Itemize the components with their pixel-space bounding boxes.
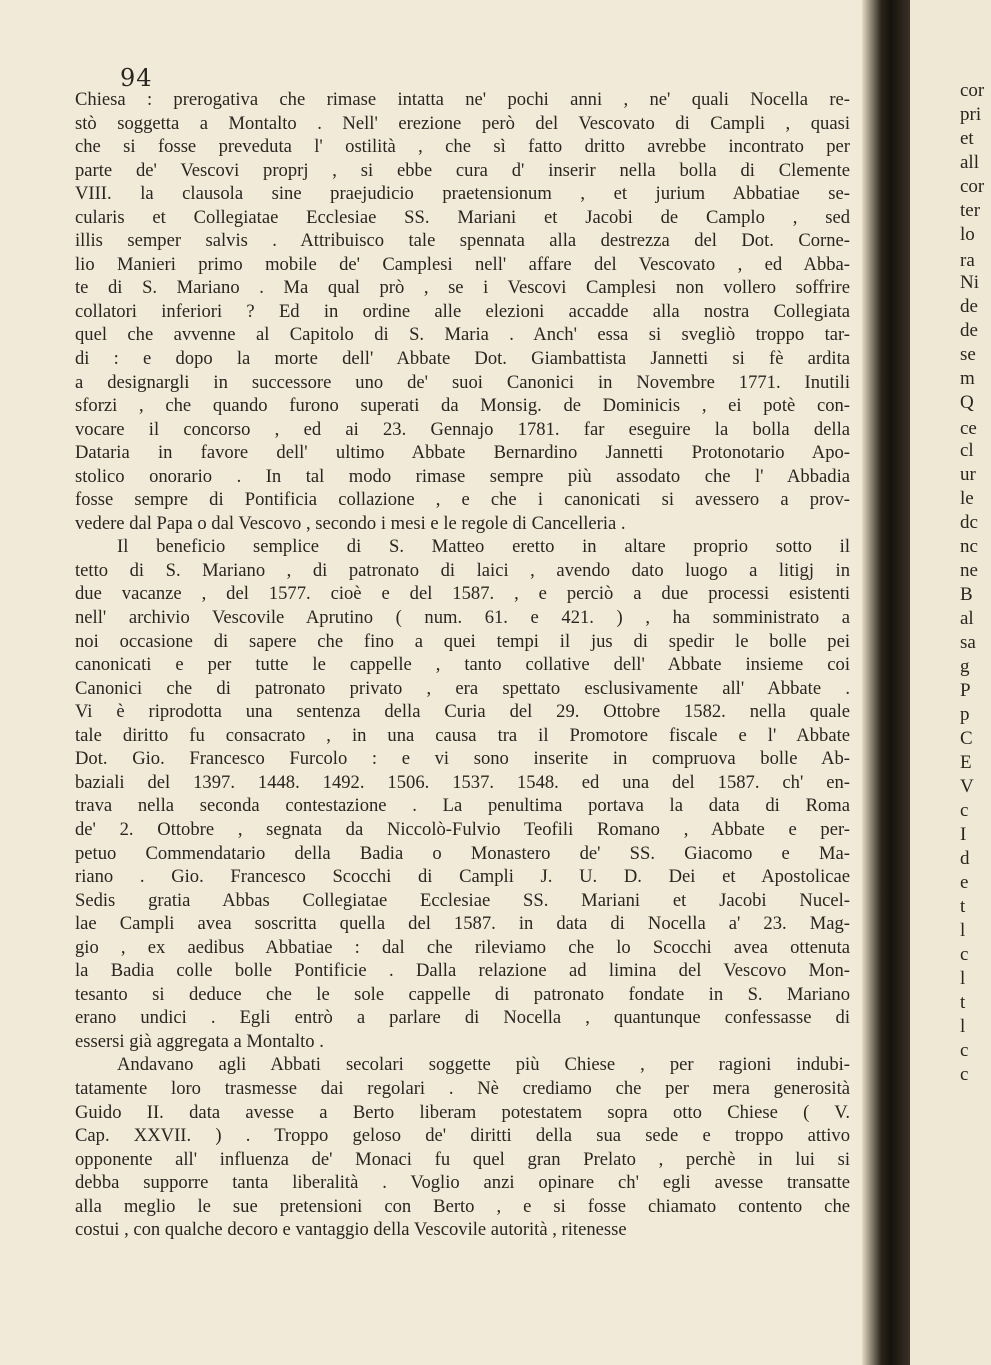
text-line: a designargli in successore uno de' suoi Canonici in Novembre 1771. Inutili — [75, 371, 850, 393]
book-gutter — [862, 0, 910, 1365]
text-line: parte de' Vescovi proprj , si ebbe cura d' inserir nella bolla di Clemente — [75, 159, 850, 181]
text-line: vedere dal Papa o dal Vescovo , secondo i mesi e le regole di Cancelleria . — [75, 512, 626, 534]
next-page-fragment: g — [960, 656, 970, 677]
text-line: vocare il concorso , ed ai 23. Gennajo 1781. far eseguire la bolla della — [75, 418, 850, 440]
next-page-fragment: ter — [960, 200, 981, 221]
next-page-fragment: sa — [960, 632, 976, 653]
text-line: due vacanze , del 1577. cioè e del 1587. , e perciò a due processi esistenti — [75, 583, 850, 605]
next-page-fragment: cor — [960, 80, 985, 101]
text-line: stò soggetta a Montalto . Nell' erezione però del Vescovato di Campli , quasi — [75, 112, 850, 134]
text-line: essersi già aggregata a Montalto . — [75, 1030, 324, 1052]
next-page-fragment: C — [960, 728, 973, 749]
text-line: noi occasione di sapere che fino a quei tempi il jus di spedir le bolle pei — [75, 630, 850, 652]
text-line: sforzi , che quando furono superati da Monsig. de Dominicis , ei potè con- — [75, 395, 850, 417]
text-line: canonicati e per tutte le cappelle , tanto collative dell' Abbate insieme coi — [75, 654, 850, 676]
text-line: illis semper salvis . Attribuisco tale spennata alla destrezza del Dot. Corne- — [75, 230, 850, 252]
text-line: tesanto si deduce che le sole cappelle di patronato fondate in S. Mariano — [75, 983, 850, 1005]
text-line: te di S. Mariano . Ma qual prò , se i Vescovi Camplesi non vollero soffrire — [75, 277, 850, 299]
next-page-fragment: c — [960, 944, 969, 965]
next-page-fragment: ur — [960, 464, 976, 485]
next-page-fragment: de — [960, 320, 978, 341]
text-line: Sedis gratia Abbas Collegiatae Ecclesiae SS. Mariani et Jacobi Nucel- — [75, 889, 850, 911]
next-page-fragment: ce — [960, 418, 977, 439]
next-page-fragment: m — [960, 368, 975, 389]
next-page-fragment: nc — [960, 536, 978, 557]
next-page-fragment: t — [960, 992, 966, 1013]
text-line: trava nella seconda contestazione . La penultima portava la data di Roma — [75, 795, 850, 817]
text-line: Andavano agli Abbati secolari soggette più Chiese , per ragioni indubi- — [117, 1054, 850, 1076]
text-line: la Badia colle bolle Pontificie . Dalla relazione ad limina del Vescovo Mon- — [75, 960, 850, 982]
next-page-fragment: I — [960, 824, 967, 845]
next-page-fragment: al — [960, 608, 974, 629]
text-line: baziali del 1397. 1448. 1492. 1506. 1537. 1548. ed una del 1587. ch' en- — [75, 771, 850, 793]
next-page-fragment: ne — [960, 560, 978, 581]
next-page-fragment: all — [960, 152, 979, 173]
text-line: Canonici che di patronato privato , era spettato esclusivamente all' Abbate . — [75, 677, 850, 699]
next-page-fragment: d — [960, 848, 970, 869]
next-page-fragment: pri — [960, 104, 982, 125]
text-line: Vi è riprodotta una sentenza della Curia del 29. Ottobre 1582. nella quale — [75, 701, 850, 723]
body-text — [75, 88, 850, 1242]
next-page-fragment: Q — [960, 392, 974, 413]
next-page-fragment: l — [960, 1016, 966, 1037]
next-page-fragment: l — [960, 920, 966, 941]
text-line: quel che avvenne al Capitolo di S. Maria . Anch' essa si svegliò troppo tar- — [75, 324, 850, 346]
text-line: collatori inferiori ? Ed in ordine alle elezioni accadde alla nostra Collegiata — [75, 300, 850, 322]
next-page-fragment: c — [960, 1040, 969, 1061]
text-line: stolico onorario . In tal modo rimase sempre più assodato che l' Abbadia — [75, 465, 850, 487]
text-line: Chiesa : prerogativa che rimase intatta ne' pochi anni , ne' quali Nocella re- — [75, 89, 850, 110]
next-page-fragment: t — [960, 896, 966, 917]
next-page-fragment: le — [960, 488, 974, 509]
next-page-fragment: V — [960, 776, 974, 797]
next-page-fragment: c — [960, 800, 969, 821]
text-line: tetto di S. Mariano , di patronato di laici , avendo dato luogo a litigj in — [75, 559, 850, 581]
next-page-fragment: et — [960, 128, 974, 149]
next-page-fragment: Ni — [960, 272, 979, 293]
text-line: alla meglio le sue pretensioni con Berto , e si fosse chiamato contento che — [75, 1195, 850, 1217]
text-line: tale diritto fu consacrato , in una causa tra il Promotore fiscale e l' Abbate — [75, 724, 850, 746]
text-line: erano undici . Egli entrò a parlare di Nocella , quantunque confessasse di — [75, 1007, 850, 1029]
page-number: 94 — [120, 64, 153, 92]
text-line: riano . Gio. Francesco Scocchi di Campli J. U. D. Dei et Apostolicae — [75, 866, 850, 888]
text-line: Il beneficio semplice di S. Matteo eretto in altare proprio sotto il — [117, 536, 850, 558]
text-line: cularis et Collegiatae Ecclesiae SS. Mariani et Jacobi de Camplo , sed — [75, 206, 850, 228]
next-page-fragment: cl — [960, 440, 974, 461]
next-page-fragment: ra — [960, 250, 975, 271]
text-line: opponente all' influenza de' Monaci fu quel gran Prelato , perchè in lui si — [75, 1148, 850, 1170]
next-page-fragment: E — [960, 752, 972, 773]
text-line: petuo Commendatario della Badia o Monastero de' SS. Giacomo e Ma- — [75, 842, 850, 864]
next-page-fragment: lo — [960, 224, 975, 245]
next-page-fragment: dc — [960, 512, 978, 533]
next-page-fragment: e — [960, 872, 969, 893]
next-page-fragment: de — [960, 296, 978, 317]
text-line: fosse sempre di Pontificia collazione , e che i canonicati si avessero a prov- — [75, 489, 850, 511]
text-line: di : e dopo la morte dell' Abbate Dot. Giambattista Jannetti si fè ardita — [75, 348, 850, 370]
text-line: lio Manieri primo mobile de' Camplesi nell' affare del Vescovato , ed Abba- — [75, 253, 850, 275]
text-line: Guido II. data avesse a Berto liberam potestatem sopra otto Chiese ( V. — [75, 1101, 850, 1123]
text-line: lae Campli avea soscritta quella del 1587. in data di Nocella a' 23. Mag- — [75, 913, 850, 935]
text-line: che si fosse preveduta l' ostilità , che sì fatto dritto avrebbe incontrato per — [75, 136, 850, 158]
text-line: de' 2. Ottobre , segnata da Niccolò-Fulvio Teofili Romano , Abbate e per- — [75, 818, 850, 840]
next-page-fragment: B — [960, 584, 973, 605]
text-line: Dot. Gio. Francesco Furcolo : e vi sono inserite in compruova bolle Ab- — [75, 748, 850, 770]
text-line: gio , ex aedibus Abbatiae : dal che rileviamo che lo Scocchi avea ottenuta — [75, 936, 850, 958]
next-page-fragment: p — [960, 704, 970, 725]
next-page-fragment: cor — [960, 176, 985, 197]
text-line: VIII. la clausola sine praejudicio praetensionum , et jurium Abbatiae se- — [75, 183, 850, 205]
text-line: debba supporre tanta liberalità . Voglio anzi opinare ch' egli avesse transatte — [75, 1172, 850, 1194]
next-page-fragment: c — [960, 1064, 969, 1085]
text-line: Dataria in favore dell' ultimo Abbate Bernardino Jannetti Protonotario Apo- — [75, 442, 850, 464]
next-page-fragment: P — [960, 680, 971, 701]
text-line: costui , con qualche decoro e vantaggio della Vescovile autorità , ritenesse — [75, 1219, 627, 1241]
text-line: Cap. XXVII. ) . Troppo geloso de' diritti della sua sede e troppo attivo — [75, 1125, 850, 1147]
next-page-fragment: se — [960, 344, 976, 365]
text-line: nell' archivio Vescovile Aprutino ( num. 61. e 421. ) , ha somministrato a — [75, 607, 850, 629]
next-page-fragment: l — [960, 968, 966, 989]
text-line: tatamente loro trasmesse dai regolari . Nè crediamo che per mera generosità — [75, 1077, 850, 1099]
